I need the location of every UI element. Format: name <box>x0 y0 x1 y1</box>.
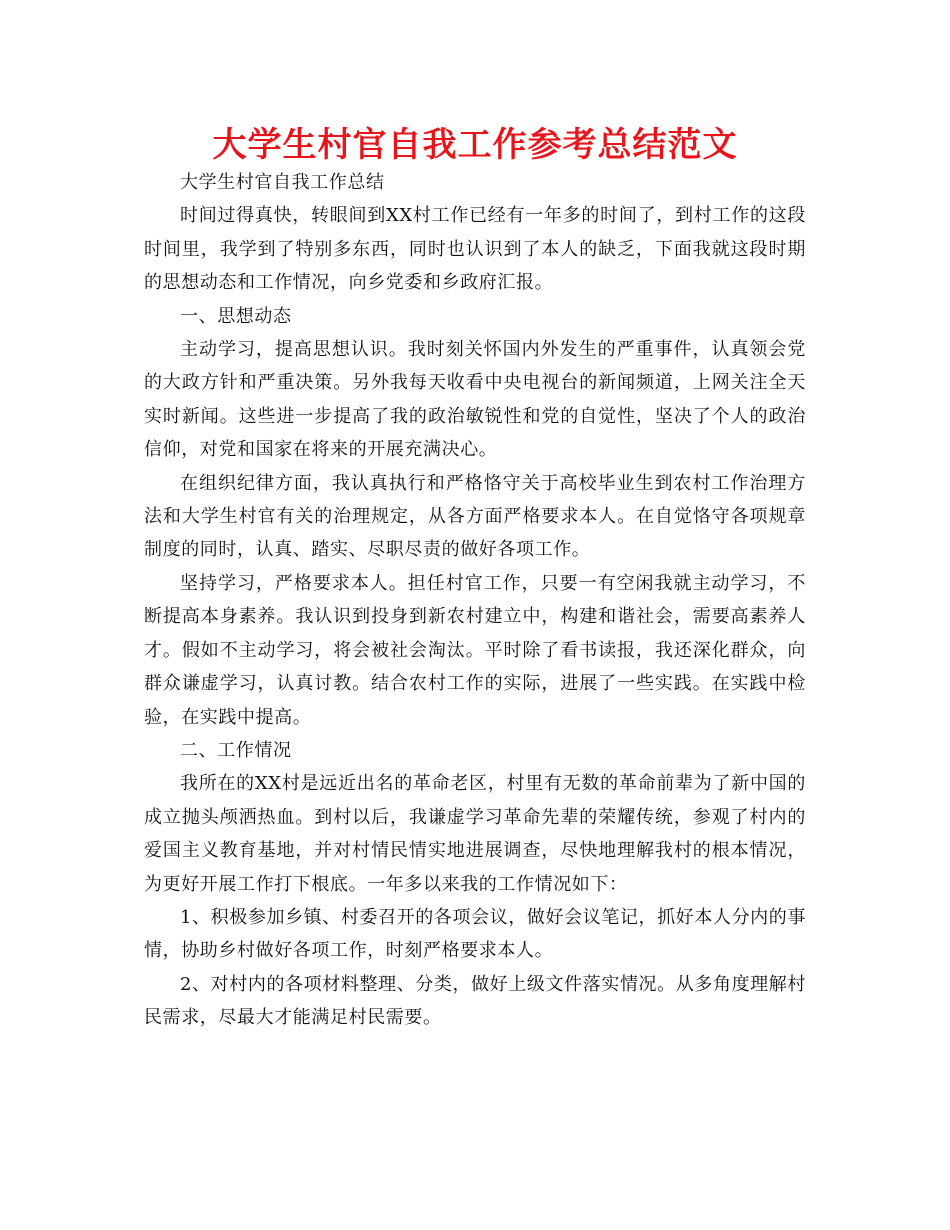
document-body <box>144 166 806 1035</box>
paragraph: 我所在的XX村是远近出名的革命老区，村里有无数的革命前辈为了新中国的成立抛头颅洒热血。到村以后，我谦虚学习革命先辈的荣耀传统，参观了村内的爱国主义教育基地，并对村情民情实地进展调查，尽快地理解我村的根本情况，为更好开展工作打下根底。一年多以来我的工作情况如下： <box>144 773 806 895</box>
list-item: 2、对村内的各项材料整理、分类，做好上级文件落实情况。从多角度理解村民需求，尽最大才能满足村民需要。 <box>144 973 806 1029</box>
paragraph: 在组织纪律方面，我认真执行和严格恪守关于高校毕业生到农村工作治理方法和大学生村官有关的治理规定，从各方面严格要求本人。在自觉恪守各项规章制度的同时，认真、踏实、尽职尽责的做好各项工作。 <box>144 472 806 561</box>
paragraph: 坚持学习，严格要求本人。担任村官工作，只要一有空闲我就主动学习，不断提高本身素养。我认识到投身到新农村建立中，构建和谐社会，需要高素养人才。假如不主动学习，将会被社会淘汰。平时除了看书读报，我还深化群众，向群众谦虚学习，认真讨教。结合农村工作的实际，进展了一些实践。在实践中检验，在实践中提高。 <box>144 572 806 728</box>
section-heading-work: 二、工作情况 <box>180 739 292 761</box>
section-heading-thought: 一、思想动态 <box>180 305 292 327</box>
list-item: 1、积极参加乡镇、村委召开的各项会议，做好会议笔记，抓好本人分内的事情，协助乡村做好各项工作，时刻严格要求本人。 <box>144 906 806 962</box>
paragraph-subtitle: 大学生村官自我工作总结 <box>180 172 385 193</box>
document-title: 大学生村官自我工作参考总结范文 <box>212 125 738 165</box>
paragraph-intro: 时间过得真快，转眼间到XX村工作已经有一年多的时间了，到村工作的这段时间里，我学到了特别多东西，同时也认识到了本人的缺乏，下面我就这段时期的思想动态和工作情况，向乡党委和乡政府汇报。 <box>144 205 806 294</box>
paragraph: 主动学习，提高思想认识。我时刻关怀国内外发生的严重事件，认真领会党的大政方针和严重决策。另外我每天收看中央电视台的新闻频道，上网关注全天实时新闻。这些进一步提高了我的政治敏锐性和党的自觉性，坚决了个人的政治信仰，对党和国家在将来的开展充满决心。 <box>144 339 806 461</box>
